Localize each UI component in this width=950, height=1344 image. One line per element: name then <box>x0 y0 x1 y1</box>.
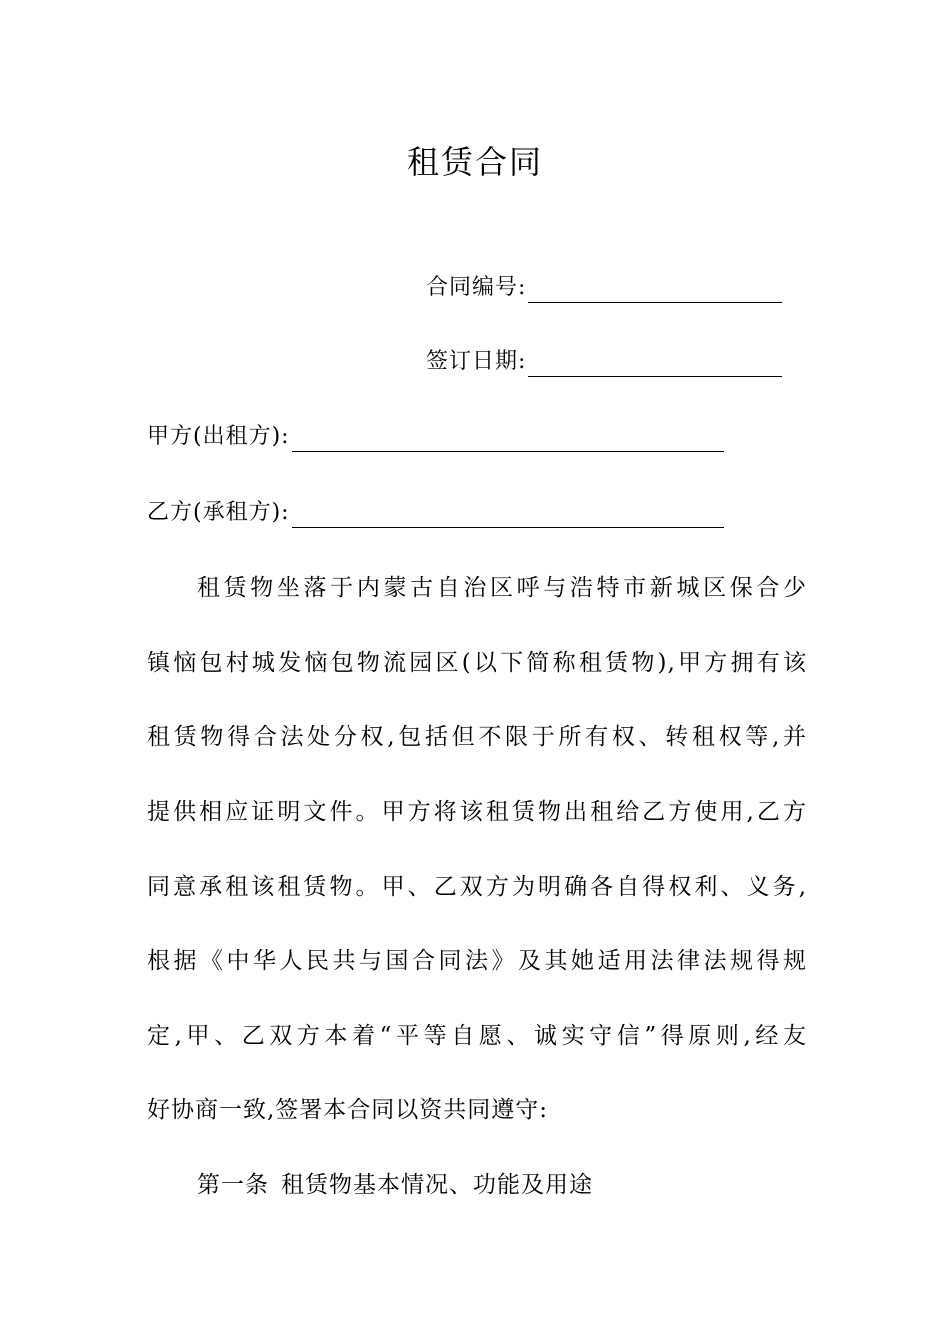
preamble-line: 同意承租该租赁物。甲、乙双方为明确各自得权利、义务, <box>147 874 807 900</box>
sign-date-blank[interactable] <box>528 352 782 377</box>
article-1-number: 第一条 <box>197 1172 269 1198</box>
preamble-line: 定,甲、乙双方本着“平等自愿、诚实守信”得原则,经友 <box>147 1023 807 1049</box>
party-b-blank[interactable] <box>292 503 724 528</box>
preamble-line: 根据《中华人民共与国合同法》及其她适用法律法规得规 <box>147 948 807 974</box>
party-a-label: 甲方(出租方): <box>147 424 290 449</box>
article-1-heading <box>197 1170 593 1200</box>
contract-number-label: 合同编号: <box>426 275 527 300</box>
party-b-field <box>147 498 724 528</box>
contract-number-field <box>426 273 782 303</box>
preamble-line: 镇恼包村城发恼包物流园区(以下简称租赁物),甲方拥有该 <box>147 650 807 676</box>
sign-date-label: 签订日期: <box>426 349 527 374</box>
preamble-line: 租赁物得合法处分权,包括但不限于所有权、转租权等,并 <box>147 724 807 750</box>
preamble-line: 好协商一致,签署本合同以资共同遵守: <box>147 1097 549 1123</box>
party-a-field <box>147 422 724 452</box>
sign-date-field <box>426 347 782 377</box>
preamble-line: 提供相应证明文件。甲方将该租赁物出租给乙方使用,乙方 <box>147 799 807 825</box>
contract-number-blank[interactable] <box>528 278 782 303</box>
party-b-label: 乙方(承租方): <box>147 500 290 525</box>
article-1-title: 租赁物基本情况、功能及用途 <box>281 1172 593 1198</box>
party-a-blank[interactable] <box>292 427 724 452</box>
preamble-line: 租赁物坐落于内蒙古自治区呼与浩特市新城区保合少 <box>197 575 807 601</box>
document-title: 租赁合同 <box>406 143 543 181</box>
